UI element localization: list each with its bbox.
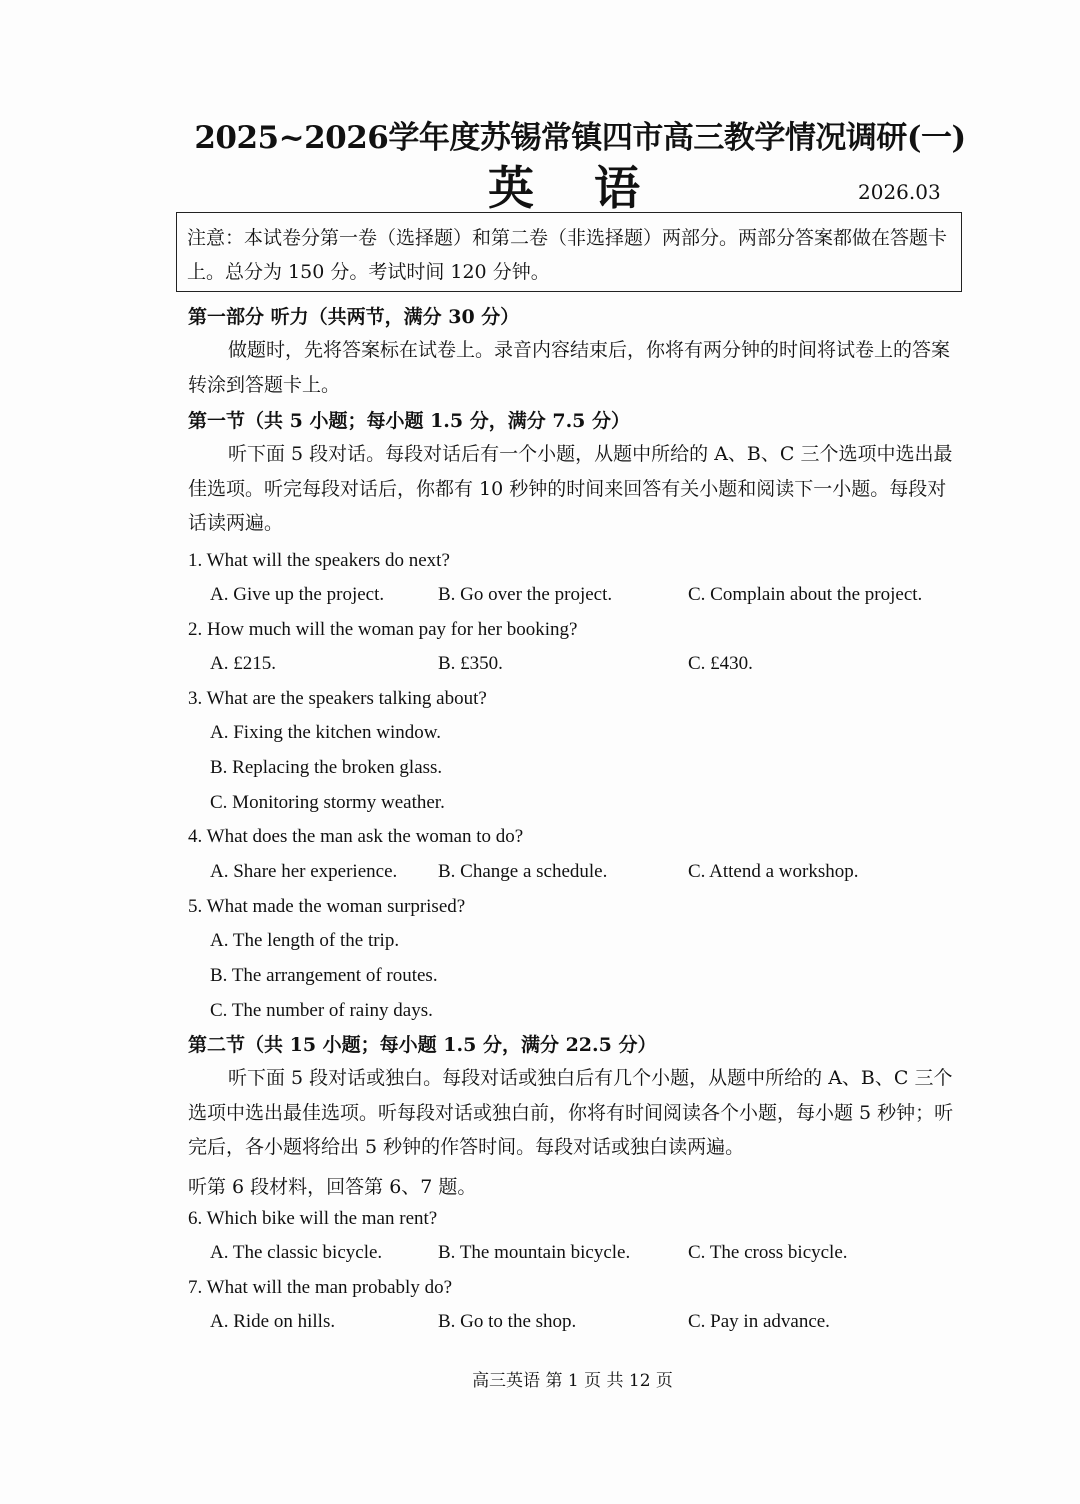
section2-heading: 第二节（共 15 小题；每小题 1.5 分，满分 22.5 分）: [188, 1034, 657, 1056]
subject-title: 英语: [488, 161, 700, 215]
section1-heading: 第一节（共 5 小题；每小题 1.5 分，满分 7.5 分）: [188, 410, 631, 432]
question-stem: 2. How much will the woman pay for her booking?: [188, 619, 578, 640]
option-b: B. The arrangement of routes.: [210, 965, 438, 986]
section1-instruction: 听下面 5 段对话。每段对话后有一个小题，从题中所给的 A、B、C 三个选项中选出最佳选项。听完每段对话后，你都有 10 秒钟的时间来回答有关小题和阅读下一小题。每段对话读两遍。: [188, 443, 953, 534]
material-note: 听第 6 段材料，回答第 6、7 题。: [188, 1176, 477, 1198]
part1-instruction: 做题时，先将答案标在试卷上。录音内容结束后，你将有两分钟的时间将试卷上的答案转涂到答题卡上。: [188, 339, 951, 396]
question-stem: 3. What are the speakers talking about?: [188, 688, 487, 709]
option-a: A. The length of the trip.: [210, 930, 400, 951]
option-c: C. Monitoring stormy weather.: [210, 792, 445, 813]
exam-date: 2026.03: [858, 180, 941, 204]
section2-instruction: 听下面 5 段对话或独白。每段对话或独白后有几个小题，从题中所给的 A、B、C 三个选项中选出最佳选项。听每段对话或独白前，你将有时间阅读各个小题，每小题 5 秒钟；听完后，各小题将给出 5 秒钟的作答时间。每段对话或独白读两遍。: [188, 1067, 954, 1158]
part1-heading: 第一部分 听力（共两节，满分 30 分）: [188, 306, 520, 328]
option-b: B. The mountain bicycle.: [438, 1242, 631, 1263]
option-a: A. Ride on hills.: [210, 1311, 336, 1332]
option-b: B. Change a schedule.: [438, 861, 608, 882]
option-a: A. £215.: [210, 653, 276, 674]
question-stem: 7. What will the man probably do?: [188, 1277, 453, 1298]
option-b: B. Go over the project.: [438, 584, 613, 605]
question-stem: 1. What will the speakers do next?: [188, 550, 450, 571]
option-b: B. £350.: [438, 653, 503, 674]
page-footer: 高三英语 第 1 页 共 12 页: [472, 1371, 673, 1391]
option-a: A. The classic bicycle.: [210, 1242, 383, 1263]
option-c: C. £430.: [688, 653, 753, 674]
option-a: A. Fixing the kitchen window.: [210, 722, 441, 743]
option-c: C. Pay in advance.: [688, 1311, 830, 1332]
option-b: B. Replacing the broken glass.: [210, 757, 443, 778]
question-stem: 5. What made the woman surprised?: [188, 896, 466, 917]
option-b: B. Go to the shop.: [438, 1311, 577, 1332]
option-a: A. Give up the project.: [210, 584, 385, 605]
option-c: C. The cross bicycle.: [688, 1242, 848, 1263]
option-a: A. Share her experience.: [210, 861, 398, 882]
question-stem: 4. What does the man ask the woman to do?: [188, 826, 524, 847]
option-c: C. Attend a workshop.: [688, 861, 859, 882]
question-stem: 6. Which bike will the man rent?: [188, 1208, 438, 1229]
exam-title: 2025~2026学年度苏锡常镇四市高三教学情况调研(一): [194, 120, 966, 156]
option-c: C. Complain about the project.: [688, 584, 923, 605]
option-c: C. The number of rainy days.: [210, 1000, 433, 1021]
notice-box: 注意：本试卷分第一卷（选择题）和第二卷（非选择题）两部分。两部分答案都做在答题卡上。总分为 150 分。考试时间 120 分钟。: [176, 212, 962, 292]
